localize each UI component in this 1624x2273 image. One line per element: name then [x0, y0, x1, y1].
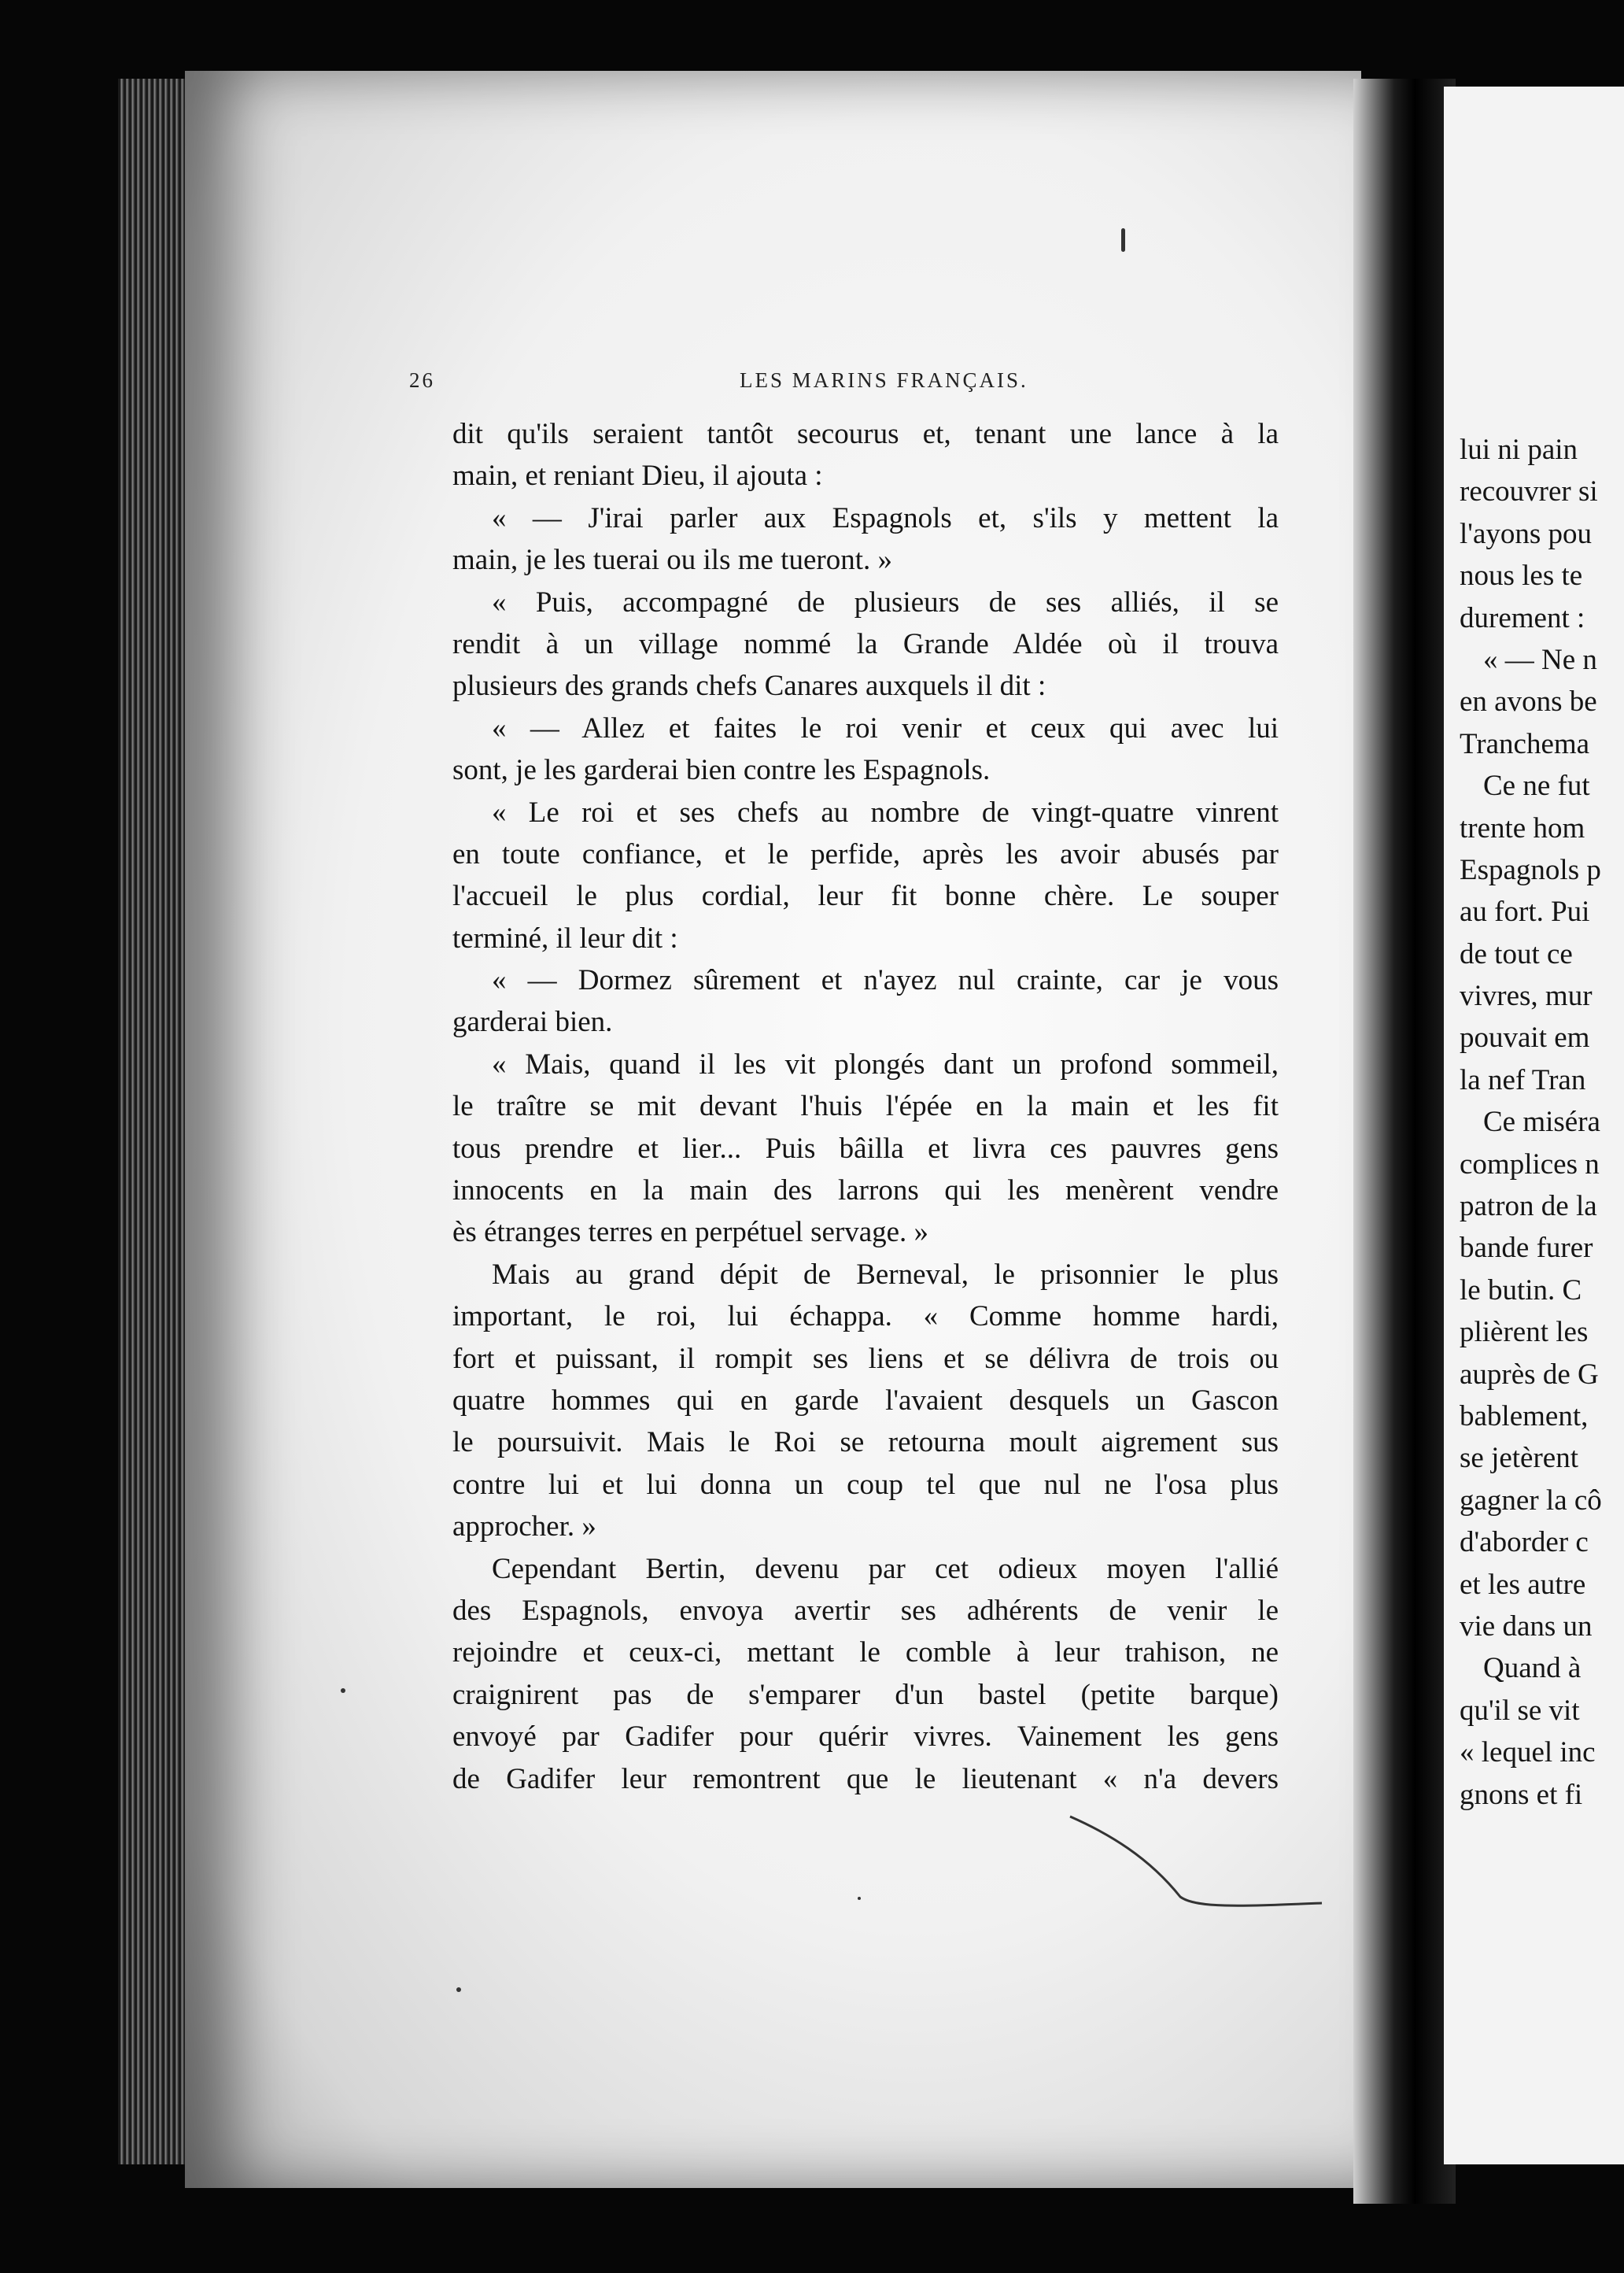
text-line: l'ayons pou: [1460, 517, 1593, 550]
text-line: lui ni pain: [1460, 434, 1578, 466]
text-line: tous prendre et lier... Puis bâilla et livra ces pauvres gens: [452, 1132, 1279, 1165]
text-line: la nef Tran: [1460, 1063, 1586, 1096]
text-line: ès étranges terres en perpétuel servage. »: [452, 1216, 929, 1249]
text-line: « — Allez et faites le roi venir et ceux qui avec lui: [492, 711, 1279, 745]
text-line: terminé, il leur dit :: [452, 922, 678, 955]
text-line: Ce miséra: [1483, 1106, 1600, 1139]
text-line: « Mais, quand il les vit plongés dant un profond sommeil,: [492, 1048, 1279, 1081]
text-line: l'accueil le plus cordial, leur fit bonne chère. Le souper: [452, 880, 1279, 913]
text-line: trente hom: [1460, 811, 1585, 845]
text-line: bablement,: [1460, 1399, 1589, 1432]
right-page-body-text: [1460, 429, 1624, 1816]
text-line: important, le roi, lui échappa. « Comme homme hardi,: [452, 1300, 1279, 1333]
text-line: le poursuivit. Mais le Roi se retourna moult aigrement sus: [452, 1426, 1279, 1459]
book-gutter: [1353, 79, 1456, 2204]
text-line: de tout ce: [1460, 937, 1573, 970]
text-line: « — J'irai parler aux Espagnols et, s'ils y mettent la: [492, 501, 1279, 534]
text-line: approcher. »: [452, 1510, 596, 1543]
text-line: fort et puissant, il rompit ses liens et se délivra de trois ou: [452, 1342, 1279, 1375]
running-title: LES MARINS FRANÇAIS.: [740, 368, 1028, 392]
text-line: de Gadifer leur remontrent que le lieutenant « n'a devers: [452, 1762, 1279, 1795]
text-line: et les autre: [1460, 1568, 1586, 1601]
text-line: rejoindre et ceux-ci, mettant le comble à leur trahison, ne: [452, 1636, 1279, 1669]
right-page: [1444, 87, 1624, 2164]
text-line: gagner la cô: [1460, 1484, 1602, 1517]
text-line: Espagnols p: [1460, 853, 1601, 886]
text-line: en avons be: [1460, 686, 1597, 719]
pencil-mark: [1062, 1810, 1345, 1913]
text-line: main, et reniant Dieu, il ajouta :: [452, 460, 823, 493]
text-line: au fort. Pui: [1460, 896, 1590, 929]
text-line: le butin. C: [1460, 1273, 1582, 1307]
text-line: le traître se mit devant l'huis l'épée en la main et les fit: [452, 1090, 1279, 1123]
text-line: durement :: [1460, 601, 1585, 634]
text-line: « — Dormez sûrement et n'ayez nul crainte, car je vous: [492, 964, 1279, 997]
text-line: rendit à un village nommé la Grande Aldée où il trouva: [452, 627, 1279, 660]
text-line: Quand à: [1483, 1652, 1582, 1685]
text-line: garderai bien.: [452, 1006, 613, 1039]
text-line: main, je les tuerai ou ils me tueront. »: [452, 544, 892, 577]
stray-dot: [1121, 228, 1125, 252]
text-line: pouvait em: [1460, 1022, 1590, 1055]
text-line: d'aborder c: [1460, 1526, 1589, 1559]
text-line: « lequel inc: [1460, 1736, 1596, 1769]
text-line: craignirent pas de s'emparer d'un bastel (petite barque): [452, 1678, 1279, 1711]
text-line: qu'il se vit: [1460, 1694, 1580, 1727]
text-line: nous les te: [1460, 560, 1583, 593]
text-line: recouvrer si: [1460, 475, 1598, 508]
text-line: Tranchema: [1460, 727, 1590, 760]
page-number: 26: [409, 368, 435, 392]
stray-dot: [456, 1987, 461, 1992]
text-line: se jetèrent: [1460, 1442, 1578, 1475]
text-line: dit qu'ils seraient tantôt secourus et, tenant une lance à la: [452, 418, 1279, 450]
text-line: complices n: [1460, 1148, 1600, 1181]
text-line: envoyé par Gadifer pour quérir vivres. Vainement les gens: [452, 1720, 1279, 1754]
text-line: « Puis, accompagné de plusieurs de ses alliés, il se: [492, 586, 1279, 619]
stray-dot: [341, 1688, 345, 1693]
text-line: quatre hommes qui en garde l'avaient desquels un Gascon: [452, 1384, 1279, 1417]
text-line: plusieurs des grands chefs Canares auxquels il dit :: [452, 670, 1046, 703]
left-page-body-text: [452, 413, 1279, 1800]
running-head: [409, 368, 1188, 400]
text-line: Ce ne fut: [1483, 770, 1590, 803]
text-line: « Le roi et ses chefs au nombre de vingt-quatre vinrent: [492, 796, 1279, 829]
text-line: des Espagnols, envoya avertir ses adhérents de venir le: [452, 1594, 1279, 1627]
text-line: Mais au grand dépit de Berneval, le prisonnier le plus: [492, 1258, 1279, 1291]
text-line: auprès de G: [1460, 1358, 1599, 1391]
text-line: contre lui et lui donna un coup tel que nul ne l'osa plus: [452, 1468, 1279, 1501]
text-line: Cependant Bertin, devenu par cet odieux moyen l'allié: [492, 1552, 1279, 1585]
text-line: gnons et fi: [1460, 1778, 1583, 1811]
text-line: vivres, mur: [1460, 980, 1593, 1013]
text-line: bande furer: [1460, 1232, 1593, 1265]
text-line: plièrent les: [1460, 1316, 1589, 1349]
text-line: vie dans un: [1460, 1610, 1593, 1643]
text-line: sont, je les garderai bien contre les Espagnols.: [452, 754, 991, 787]
text-line: en toute confiance, et le perfide, après les avoir abusés par: [452, 837, 1279, 870]
text-line: innocents en la main des larrons qui les menèrent vendre: [452, 1174, 1279, 1207]
text-line: patron de la: [1460, 1190, 1597, 1223]
text-line: « — Ne n: [1483, 643, 1597, 676]
stray-dot: [858, 1897, 861, 1900]
